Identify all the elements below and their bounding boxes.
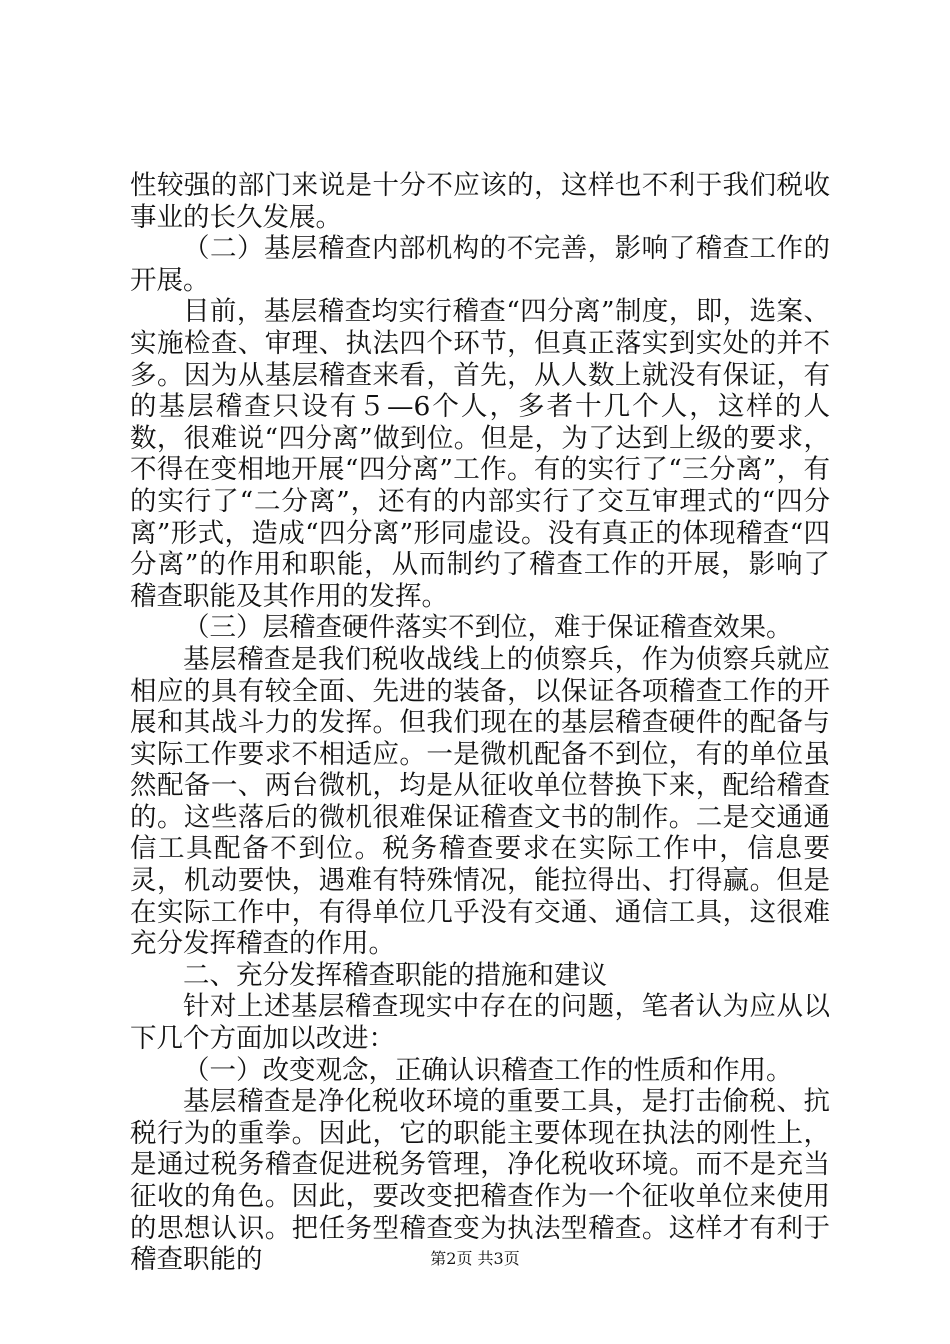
section-heading: （三）层稽查硬件落实不到位，难于保证稽查效果。: [183, 612, 793, 644]
paragraph: 基层稽查是我们税收战线上的侦察兵，作为侦察兵就应相应的具有较全面、先进的装备，以保证各项稽查工作的开展和其战斗力的发挥。但我们现在的基层稽查硬件的配备与实际工作要求不相适应。一是微机配备不到位，有的单位虽然配备一、两台微机，均是从征收单位替换下来，配给稽查的。这些落后的微机很难保证稽查文书的制作。二是交通通信工具配备不到位。税务稽查要求在实际工作中，信息要灵，机动要快，遇难有特殊情况，能拉得出、打得赢。但是在实际工作中，有得单位几乎没有交通、通信工具，这很难充分发挥稽查的作用。: [130, 643, 830, 960]
paragraph: 性较强的部门来说是十分不应该的，这样也不利于我们税收事业的长久发展。: [130, 170, 830, 233]
paragraph: 目前，基层稽查均实行稽查“四分离”制度，即，选案、实施检查、审理、执法四个环节，但真正落实到实处的并不多。因为从基层稽查来看，首先，从人数上就没有保证，有的基层稽查只设有５—6个人，多者十几个人，这样的人数，很难说“四分离”做到位。但是，为了达到上级的要求，不得在变相地开展“四分离”工作。有的实行了“三分离”，有的实行了“二分离”，还有的内部实行了交互审理式的“四分离”形式，造成“四分离”形同虚设。没有真正的体现稽查“四分离”的作用和职能，从而制约了稽查工作的开展，影响了稽查职能及其作用的发挥。: [130, 296, 830, 612]
section-heading: （一）改变观念，正确认识稽查工作的性质和作用。: [183, 1054, 793, 1086]
section-heading: 二、充分发挥稽查职能的措施和建议: [183, 959, 607, 991]
paragraph: 针对上述基层稽查现实中存在的问题，笔者认为应从以下几个方面加以改进：: [130, 991, 830, 1055]
document-body: [130, 170, 830, 1276]
paragraph: 基层稽查是净化税收环境的重要工具，是打击偷税、抗税行为的重拳。因此，它的职能主要体现在执法的刚性上，是通过税务稽查促进税务管理，净化税收环境。而不是充当征收的角色。因此，要改变把稽查作为一个征收单位来使用的思想认识。把任务型稽查变为执法型稽查。这样才有利于稽查职能的: [130, 1086, 830, 1276]
section-heading: （二）基层稽查内部机构的不完善，影响了稽查工作的开展。: [130, 233, 830, 296]
page-number-footer: 第2页 共3页: [430, 1249, 520, 1268]
